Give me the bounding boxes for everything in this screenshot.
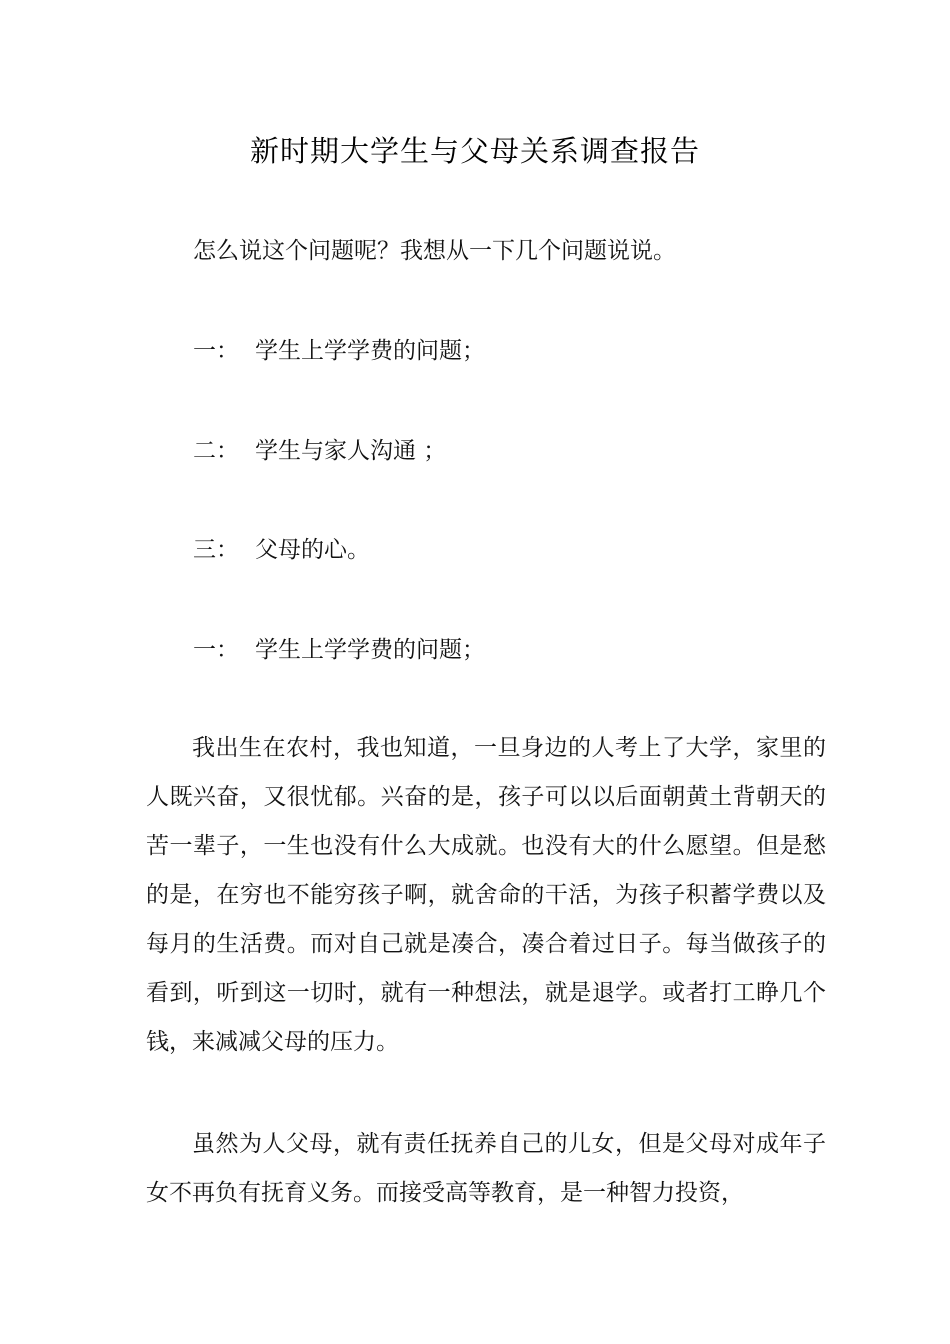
body-paragraph: 我出生在农村，我也知道，一旦身边的人考上了大学，家里的人既兴奋，又很忧郁。兴奋的是，孩子可以以后面朝黄土背朝天的苦一辈子，一生也没有什么大成就。也没有大的什么愿望。但是愁的是，在穷也不能穷孩子啊，就舍命的干活，为孩子积蓄学费以及每月的生活费。而对自己就是凑合，凑合着过日子。每当做孩子的看到，听到这一切时，就有一种想法，就是退学。或者打工睁几个钱，来减减父母的压力。 <box>146 735 826 1055</box>
outline-item-text: 学生与家人沟通 ； <box>255 438 447 464</box>
section-heading <box>193 635 485 665</box>
body-paragraph: 虽然为人父母，就有责任抚养自己的儿女，但是父母对成年子女不再负有抚育义务。而接受高等教育，是一种智力投资， <box>146 1131 826 1206</box>
outline-item <box>193 436 446 466</box>
outline-item-number: 一： <box>193 338 239 364</box>
outline-item <box>193 535 370 565</box>
outline-item-text: 父母的心。 <box>255 537 370 563</box>
intro-text: 怎么说这个问题呢？我想从一下几个问题说说。 <box>193 238 676 264</box>
section-heading-text: 学生上学学费的问题； <box>255 637 485 663</box>
outline-item-number: 三： <box>193 537 239 563</box>
outline-item-text: 学生上学学费的问题； <box>255 338 485 364</box>
outline-item <box>193 336 485 366</box>
section-heading-number: 一： <box>193 637 239 663</box>
document-title: 新时期大学生与父母关系调查报告 <box>249 134 700 168</box>
outline-item-number: 二： <box>193 438 239 464</box>
